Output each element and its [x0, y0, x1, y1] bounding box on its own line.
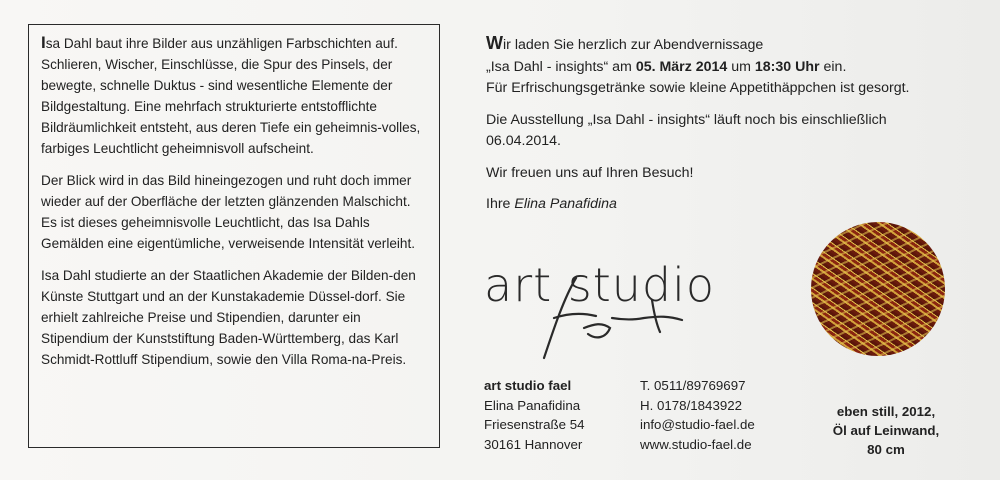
- artist-bio-box: [28, 24, 440, 448]
- phone: T. 0511/89769697: [640, 378, 746, 393]
- studio-logo: [484, 258, 784, 368]
- logo-wordmark: art studio: [484, 258, 716, 312]
- invitation-paragraph-1: [486, 33, 946, 100]
- invitation-line-1: ir laden Sie herzlich zur Abendvernissage: [503, 37, 764, 53]
- studio-name: art studio fael: [484, 378, 572, 393]
- event-date: 05. März 2014: [635, 58, 728, 75]
- event-time: 18:30 Uhr: [754, 58, 820, 75]
- email-link[interactable]: info@studio-fael.de: [640, 417, 755, 432]
- contact-address: [484, 376, 585, 454]
- bio-text-1: sa Dahl baut ihre Bilder aus unzähligen Farbschichten auf. Schlieren, Wischer, Einschlüsse, die Spur des Pinsels, der bewegte, schnelle Duktus - sind wesentliche Elemente der Bildgestaltung. Eine mehrfach strukturierte entstofflichte Bildräumlichkeit entsteht, aus deren Tiefe ein geheimnis-volles, farbiges Leuchtlicht geheimnisvoll aufscheint.: [41, 36, 421, 156]
- invitation-line-3: Für Erfrischungsgetränke sowie kleine Appetithäppchen ist gesorgt.: [486, 80, 910, 96]
- signature: [486, 194, 946, 216]
- bio-paragraph-2: Der Blick wird in das Bild hineingezogen und ruht doch immer wieder auf der Oberfläche der letzten glänzenden Malschicht. Es ist dieses geheimnisvolle Leuchtlicht, das Isa Dahls Gemälden eine eigentümliche, verweisende Intensität verleiht.: [41, 173, 416, 251]
- signature-name: Elina Panafidina: [514, 196, 617, 212]
- invitation-line-2b: um: [727, 58, 755, 75]
- caption-line-2: Öl auf Leinwand,: [832, 423, 940, 438]
- caption-line-3: 80 cm: [867, 442, 905, 457]
- website-link[interactable]: www.studio-fael.de: [640, 436, 752, 452]
- city: 30161 Hannover: [484, 436, 583, 452]
- street: Friesenstraße 54: [484, 417, 585, 432]
- logo-script-fael: [484, 258, 784, 368]
- bio-paragraph-3: Isa Dahl studierte an der Staatlichen Akademie der Bilden-den Künste Stuttgart und an der Kunstakademie Düssel-dorf. Sie erhielt zahlreiche Preise und Stipendien, darunter ein Stipendium der Kunststiftung Baden-Württemberg, das Karl Schmidt-Rottluff Stipendium, sowie den Villa Roma-na-Preis.: [41, 268, 416, 367]
- closing-line: Wir freuen uns auf Ihren Besuch!: [486, 164, 694, 181]
- contact-person: Elina Panafidina: [484, 397, 581, 413]
- caption-line-1: eben still, 2012,: [836, 404, 936, 419]
- contact-details: [640, 376, 755, 454]
- artwork-caption: [812, 402, 960, 459]
- invitation-text: [486, 33, 946, 226]
- invitation-line-2a: „Isa Dahl - insights“ am: [486, 58, 636, 75]
- drop-cap-w: W: [486, 33, 503, 53]
- drop-cap: I: [41, 33, 46, 52]
- bio-paragraph-1: [41, 32, 429, 159]
- artwork-image: [811, 222, 945, 356]
- invitation-line-2c: ein.: [819, 58, 847, 75]
- mobile: H. 0178/1843922: [640, 397, 743, 413]
- signature-prefix: Ihre: [486, 196, 515, 212]
- exhibition-period: Die Ausstellung „Isa Dahl - insights“ läuft noch bis einschließlich 06.04.2014.: [486, 111, 887, 149]
